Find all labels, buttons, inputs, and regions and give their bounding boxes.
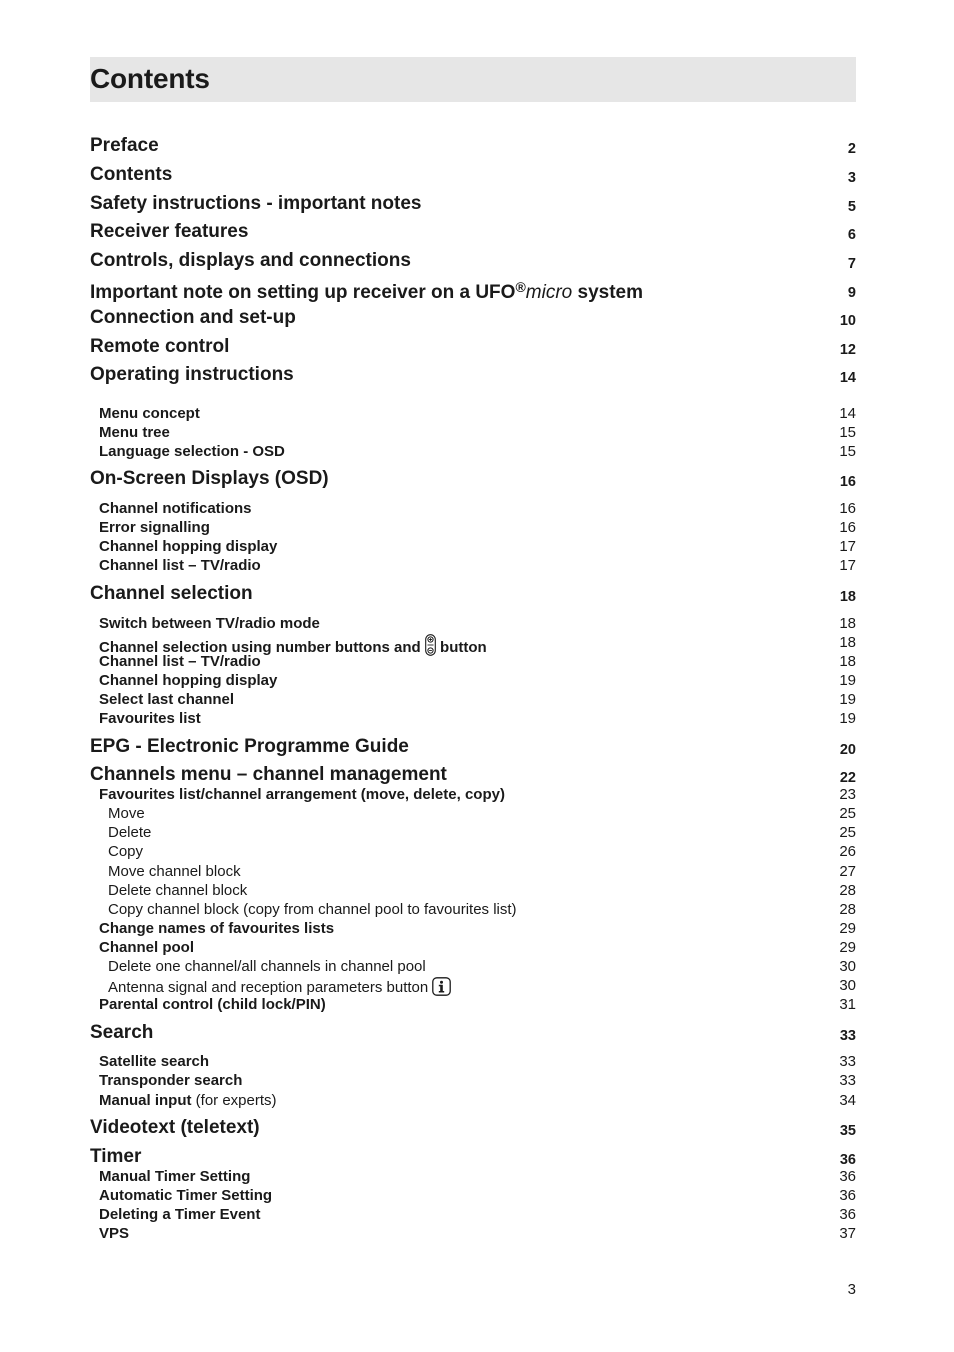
toc-label: Search bbox=[90, 1022, 154, 1043]
toc-label: Favourites list/channel arrangement (move, delete, copy) bbox=[99, 786, 505, 803]
toc-label: EPG - Electronic Programme Guide bbox=[90, 736, 409, 757]
toc-label-part: Important note on setting up receiver on a UFO bbox=[90, 282, 516, 303]
toc-label: Delete channel block bbox=[108, 882, 248, 899]
toc-label: Select last channel bbox=[99, 691, 235, 708]
toc-label: Menu tree bbox=[99, 424, 170, 441]
toc-label: Error signalling bbox=[99, 519, 210, 536]
toc-page: 12 bbox=[839, 342, 856, 358]
toc-page: 28 bbox=[839, 901, 856, 918]
toc-page: 19 bbox=[839, 710, 856, 727]
toc-label: Favourites list bbox=[99, 710, 201, 727]
toc-label: Operating instructions bbox=[90, 364, 294, 385]
toc-page: 18 bbox=[839, 589, 856, 605]
toc-page: 36 bbox=[839, 1152, 856, 1168]
toc-page: 14 bbox=[839, 405, 856, 422]
toc-label: Move bbox=[108, 805, 145, 822]
toc-label: Delete bbox=[108, 824, 152, 841]
toc-page: 34 bbox=[839, 1092, 856, 1109]
channel-up-down-button-icon bbox=[425, 634, 436, 660]
toc-label: Remote control bbox=[90, 336, 230, 357]
toc-label: Menu concept bbox=[99, 405, 200, 422]
toc-label: Transponder search bbox=[99, 1072, 243, 1089]
toc-label: Copy bbox=[108, 843, 144, 860]
toc-label: Channel hopping display bbox=[99, 672, 278, 689]
toc-label: Switch between TV/radio mode bbox=[99, 615, 320, 632]
micro-text: micro bbox=[525, 282, 573, 303]
toc-page: 30 bbox=[839, 977, 856, 994]
toc-page: 2 bbox=[847, 141, 856, 157]
toc-page: 28 bbox=[839, 882, 856, 899]
toc-label: Videotext (teletext) bbox=[90, 1117, 260, 1138]
toc-label: Move channel block bbox=[108, 863, 241, 880]
toc-page: 7 bbox=[847, 256, 856, 272]
toc-page: 6 bbox=[847, 227, 856, 243]
info-button-icon bbox=[432, 977, 451, 1000]
toc-label: Satellite search bbox=[99, 1053, 210, 1070]
toc-label: Channel list – TV/radio bbox=[99, 557, 261, 574]
toc-page: 18 bbox=[839, 653, 856, 670]
toc-page: 33 bbox=[839, 1053, 856, 1070]
toc-page: 18 bbox=[839, 615, 856, 632]
toc-label: Channel selection bbox=[90, 583, 253, 604]
toc-label: Automatic Timer Setting bbox=[99, 1187, 273, 1204]
toc-page: 14 bbox=[839, 370, 856, 386]
toc-label-part: Channel selection using number buttons and bbox=[99, 639, 421, 656]
toc-page: 33 bbox=[839, 1072, 856, 1089]
toc-page: 36 bbox=[839, 1187, 856, 1204]
toc-page: 19 bbox=[839, 672, 856, 689]
toc-label: Change names of favourites lists bbox=[99, 920, 335, 937]
page-title: Contents bbox=[90, 63, 210, 94]
toc-page: 36 bbox=[839, 1206, 856, 1223]
toc-label: Channels menu – channel management bbox=[90, 764, 447, 785]
toc-page: 17 bbox=[839, 538, 856, 555]
toc-label: Deleting a Timer Event bbox=[99, 1206, 261, 1223]
toc-label: Timer bbox=[90, 1146, 142, 1167]
toc-page: 36 bbox=[839, 1168, 856, 1185]
toc-page: 17 bbox=[839, 557, 856, 574]
toc-page: 9 bbox=[847, 285, 856, 301]
toc-label: Channel hopping display bbox=[99, 538, 278, 555]
toc-page: 23 bbox=[839, 786, 856, 803]
toc-label-part: Manual input bbox=[99, 1092, 192, 1109]
toc-label: Manual Timer Setting bbox=[99, 1168, 251, 1185]
toc-label: VPS bbox=[99, 1225, 130, 1242]
toc-page: 25 bbox=[839, 824, 856, 841]
toc-page: 15 bbox=[839, 443, 856, 460]
page-number: 3 bbox=[847, 1281, 856, 1298]
toc-page: 25 bbox=[839, 805, 856, 822]
toc-label: Delete one channel/all channels in channel pool bbox=[108, 958, 426, 975]
toc-page: 29 bbox=[839, 920, 856, 937]
toc-page: 5 bbox=[847, 199, 856, 215]
toc-label: Connection and set-up bbox=[90, 307, 296, 328]
toc-page: 19 bbox=[839, 691, 856, 708]
toc-page: 29 bbox=[839, 939, 856, 956]
toc-label: Safety instructions - important notes bbox=[90, 193, 422, 214]
toc-page: 27 bbox=[839, 863, 856, 880]
toc-label: Language selection - OSD bbox=[99, 443, 285, 460]
toc-label: Channel notifications bbox=[99, 500, 252, 517]
toc-page: 18 bbox=[839, 634, 856, 651]
registered-mark: ® bbox=[515, 279, 526, 295]
toc-label bbox=[90, 279, 643, 304]
toc-label: On-Screen Displays (OSD) bbox=[90, 468, 329, 489]
toc-label: Receiver features bbox=[90, 221, 249, 242]
toc-page: 22 bbox=[839, 770, 856, 786]
toc-label-part: (for experts) bbox=[191, 1092, 277, 1109]
toc-page: 15 bbox=[839, 424, 856, 441]
toc-label: Channel list – TV/radio bbox=[99, 653, 261, 670]
toc-label-part: button bbox=[440, 639, 487, 656]
toc-page: 3 bbox=[847, 170, 856, 186]
toc-label bbox=[99, 1092, 277, 1109]
toc-page: 16 bbox=[839, 500, 856, 517]
toc-label: Contents bbox=[90, 164, 173, 185]
toc-label: Copy channel block (copy from channel pool to favourites list) bbox=[108, 901, 517, 918]
toc-label: Preface bbox=[90, 135, 159, 156]
toc-page: 33 bbox=[839, 1028, 856, 1044]
toc-page: 16 bbox=[839, 519, 856, 536]
toc-page: 31 bbox=[839, 996, 856, 1013]
toc-page: 37 bbox=[839, 1225, 856, 1242]
toc-label-part: system bbox=[572, 282, 643, 303]
contents-header-bar bbox=[90, 57, 856, 102]
toc-page: 35 bbox=[839, 1123, 856, 1139]
toc-page: 10 bbox=[839, 313, 856, 329]
toc-page: 20 bbox=[839, 742, 856, 758]
toc-label: Controls, displays and connections bbox=[90, 250, 411, 271]
toc-label: Parental control (child lock/PIN) bbox=[99, 996, 326, 1013]
toc-label-part: Antenna signal and reception parameters button bbox=[108, 979, 429, 996]
toc-page: 30 bbox=[839, 958, 856, 975]
toc-page: 16 bbox=[839, 474, 856, 490]
toc-label: Channel pool bbox=[99, 939, 194, 956]
toc-page: 26 bbox=[839, 843, 856, 860]
